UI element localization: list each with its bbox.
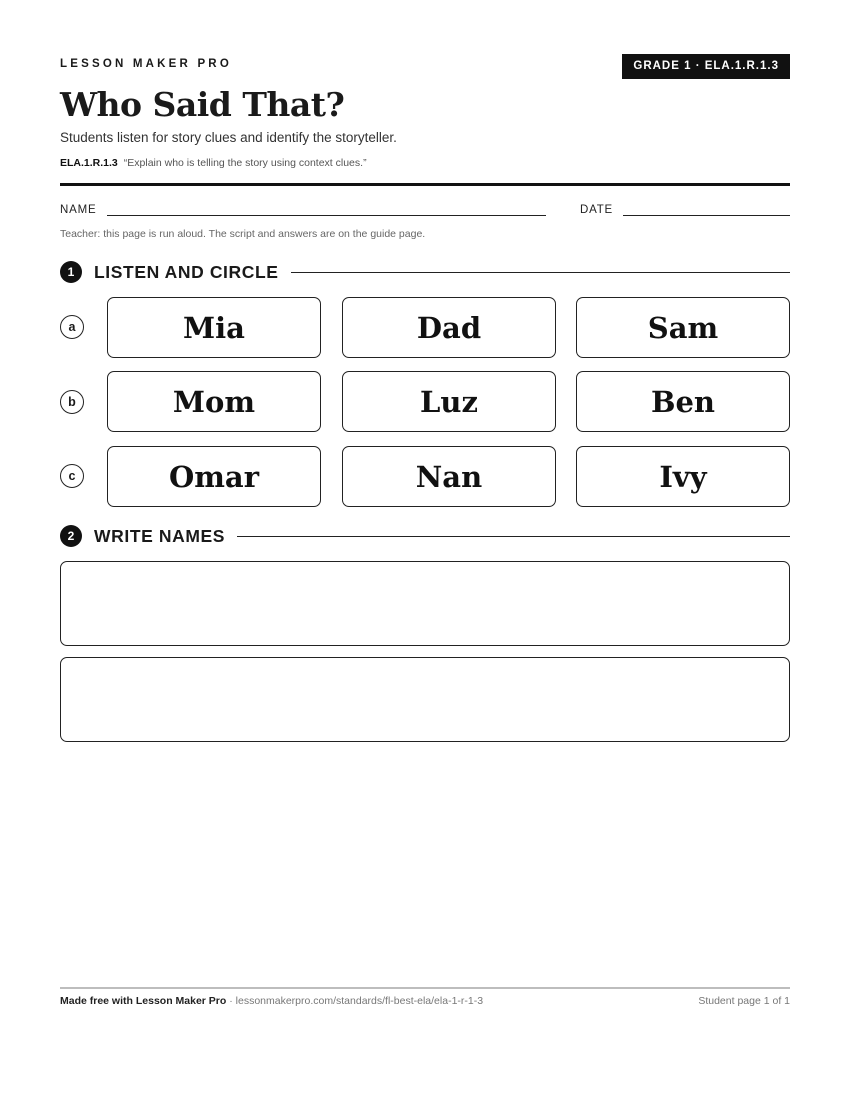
teacher-note: Teacher: this page is run aloud. The script and answers are on the guide page. [60, 228, 426, 240]
section-number-2: 2 [60, 525, 82, 547]
section-rule-2 [237, 536, 790, 537]
name-card-ivy[interactable]: Ivy [576, 446, 790, 507]
row-letter-c: c [60, 464, 84, 488]
worksheet-page [60, 0, 790, 1100]
name-label: NAME [60, 204, 97, 216]
footer-credit [60, 995, 483, 1007]
name-card-mia[interactable]: Mia [107, 297, 321, 358]
name-card-ben[interactable]: Ben [576, 371, 790, 432]
section-title-2: WRITE NAMES [94, 525, 226, 546]
name-card-sam[interactable]: Sam [576, 297, 790, 358]
standard-line [60, 157, 367, 169]
standard-text: “Explain who is telling the story using context clues.” [123, 157, 367, 169]
date-label: DATE [580, 204, 614, 216]
footer-url: · lessonmakerpro.com/standards/fl-best-ela/ela-1-r-1-3 [226, 995, 484, 1007]
section-write-names [60, 524, 790, 548]
name-card-mom[interactable]: Mom [107, 371, 321, 432]
name-card-nan[interactable]: Nan [342, 446, 556, 507]
write-box-2[interactable] [60, 657, 790, 742]
page-title: Who Said That? [60, 85, 345, 124]
section-listen-and-circle [60, 260, 790, 284]
footer-made-with: Made free with Lesson Maker Pro [60, 995, 227, 1007]
row-letter-b: b [60, 390, 84, 414]
date-line[interactable] [623, 215, 790, 216]
standard-code: ELA.1.R.1.3 [60, 157, 118, 169]
footer-divider [60, 987, 790, 989]
section-number-1: 1 [60, 261, 82, 283]
name-card-omar[interactable]: Omar [107, 446, 321, 507]
section-title-1: LISTEN AND CIRCLE [94, 261, 279, 282]
footer-page-label: Student page 1 of 1 [698, 995, 790, 1007]
write-box-1[interactable] [60, 561, 790, 646]
name-line[interactable] [107, 215, 546, 216]
header-divider [60, 183, 790, 186]
grade-badge: GRADE 1 · ELA.1.R.1.3 [622, 54, 790, 79]
brand-name: LESSON MAKER PRO [60, 58, 232, 70]
row-letter-a: a [60, 315, 84, 339]
name-card-dad[interactable]: Dad [342, 297, 556, 358]
section-rule-1 [291, 272, 790, 273]
page-subtitle: Students listen for story clues and identify the storyteller. [60, 130, 397, 145]
name-card-luz[interactable]: Luz [342, 371, 556, 432]
